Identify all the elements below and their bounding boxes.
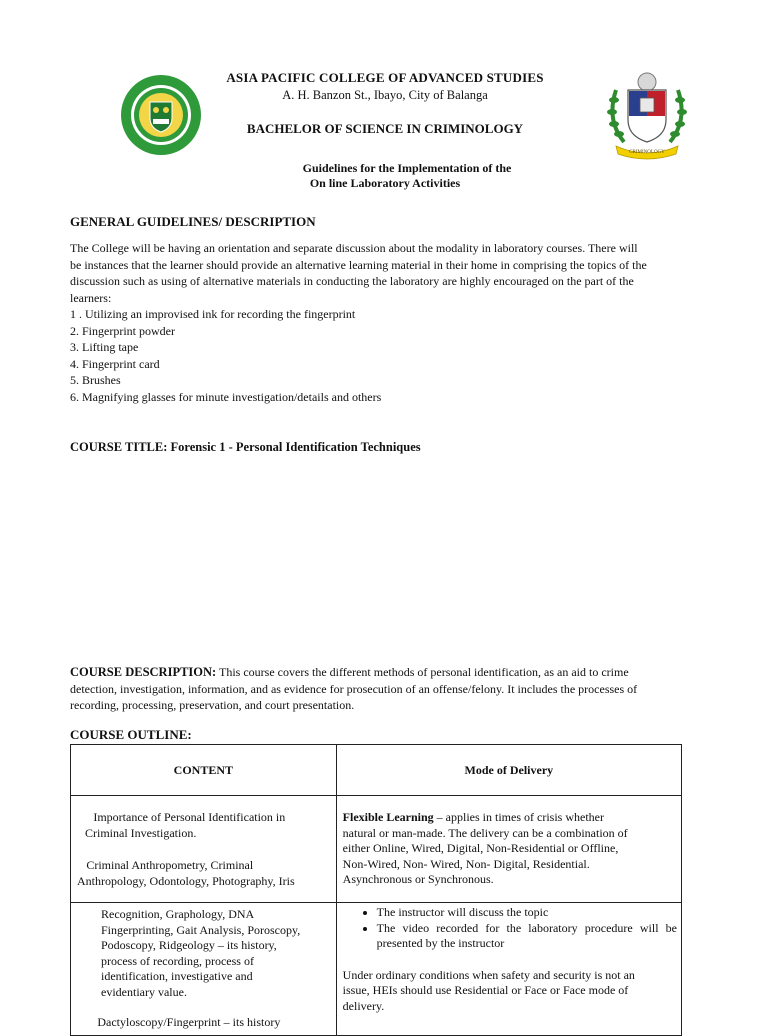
header-mode-of-delivery: Mode of Delivery bbox=[336, 745, 681, 796]
criminology-seal-logo bbox=[602, 70, 692, 162]
content-line: Dactyloscopy/Fingerprint – its history bbox=[85, 1015, 268, 1029]
course-outline-heading: COURSE OUTLINE: bbox=[70, 727, 192, 742]
doc-title-line1: Guidelines for the Implementation of the bbox=[302, 161, 512, 175]
course-description bbox=[70, 664, 726, 714]
course-description-label: COURSE DESCRIPTION: bbox=[70, 665, 217, 679]
list-item: • The instructor will discuss the topic bbox=[377, 905, 677, 921]
mode-line: delivery. bbox=[342, 998, 385, 1013]
intro-line: be instances that the learner should provide an alternative learning material in their home in comprising the topics of the bbox=[70, 257, 647, 272]
content-line: Recognition, Graphology, DNA bbox=[101, 907, 255, 921]
intro-line: learners: bbox=[70, 290, 112, 305]
content-line: Anthropology, Odontology, Photography, Iris bbox=[77, 873, 295, 888]
course-title-value: Forensic 1 - Personal Identification Techniques bbox=[170, 440, 421, 454]
description-line: This course covers the different methods of personal identification, as an aid to crime bbox=[219, 665, 629, 679]
college-seal-logo bbox=[120, 74, 202, 156]
mode-line: Asynchronous or Synchronous. bbox=[342, 872, 494, 886]
mode-line: Under ordinary conditions when safety and security is not an bbox=[342, 967, 635, 982]
general-intro bbox=[70, 240, 726, 405]
material-item: 5. Brushes bbox=[70, 373, 121, 387]
material-item: 4. Fingerprint card bbox=[70, 356, 160, 371]
content-line: Criminal Anthropometry, Criminal bbox=[77, 858, 244, 872]
delivery-bullets bbox=[343, 905, 677, 952]
description-line: recording, processing, preservation, and court presentation. bbox=[70, 698, 355, 712]
mode-line: natural or man-made. The delivery can be a combination of bbox=[342, 825, 628, 840]
content-line: Podoscopy, Ridgeology – its history, bbox=[101, 938, 277, 952]
doc-title-line2: On line Laboratory Activities bbox=[309, 176, 461, 190]
intro-line: discussion such as using of alternative materials in conducting the laboratory are highly encouraged on the part of the bbox=[70, 274, 634, 288]
table-header-row bbox=[71, 745, 682, 796]
table-row bbox=[71, 903, 682, 1036]
material-item: 1 . Utilizing an improvised ink for recording the fingerprint bbox=[70, 307, 356, 321]
material-item: 6. Magnifying glasses for minute investigation/details and others bbox=[70, 389, 382, 404]
list-item: • The video recorded for the laboratory procedure will be presented by the instructor bbox=[377, 921, 677, 952]
general-guidelines-heading: GENERAL GUIDELINES/ DESCRIPTION bbox=[70, 214, 316, 229]
row1-content bbox=[71, 796, 336, 893]
content-line: Fingerprinting, Gait Analysis, Poroscopy, bbox=[101, 922, 301, 937]
right-logo-banner-text: CRIMINOLOGY bbox=[629, 150, 665, 155]
content-line: Criminal Investigation. bbox=[85, 825, 197, 840]
content-line: process of recording, process of bbox=[101, 953, 254, 968]
table-row bbox=[71, 796, 682, 903]
material-item: 3. Lifting tape bbox=[70, 340, 139, 354]
intro-line: The College will be having an orientation and separate discussion about the modality in laboratory courses. There will bbox=[70, 241, 638, 255]
college-name: ASIA PACIFIC COLLEGE OF ADVANCED STUDIES bbox=[226, 70, 544, 85]
header-content: CONTENT bbox=[71, 745, 337, 796]
content-line: evidentiary value. bbox=[101, 984, 187, 999]
row2-content bbox=[71, 903, 336, 1035]
course-title-label: COURSE TITLE: bbox=[70, 440, 168, 454]
mode-line: either Online, Wired, Digital, Non-Residential or Offline, bbox=[342, 841, 619, 855]
course-title bbox=[70, 440, 421, 455]
program-name: BACHELOR OF SCIENCE IN CRIMINOLOGY bbox=[246, 121, 524, 136]
mode-line: – applies in times of crisis whether bbox=[433, 810, 604, 824]
mode-line: Non-Wired, Non- Wired, Non- Digital, Residential. bbox=[342, 856, 590, 871]
content-line: Importance of Personal Identification in bbox=[81, 810, 273, 824]
material-item: 2. Fingerprint powder bbox=[70, 323, 175, 338]
mode-line: issue, HEIs should use Residential or Face or Face mode of bbox=[342, 983, 629, 997]
course-outline-table bbox=[70, 744, 682, 1036]
description-line: detection, investigation, information, and as evidence for prosecution of an offense/felony. It includes the processes of bbox=[70, 681, 638, 696]
flexible-learning-label: Flexible Learning bbox=[342, 810, 434, 824]
row2-mode bbox=[337, 903, 681, 1018]
row1-mode bbox=[337, 796, 681, 892]
content-line: identification, investigative and bbox=[101, 969, 253, 983]
college-address: A. H. Banzon St., Ibayo, City of Balanga bbox=[282, 88, 488, 102]
